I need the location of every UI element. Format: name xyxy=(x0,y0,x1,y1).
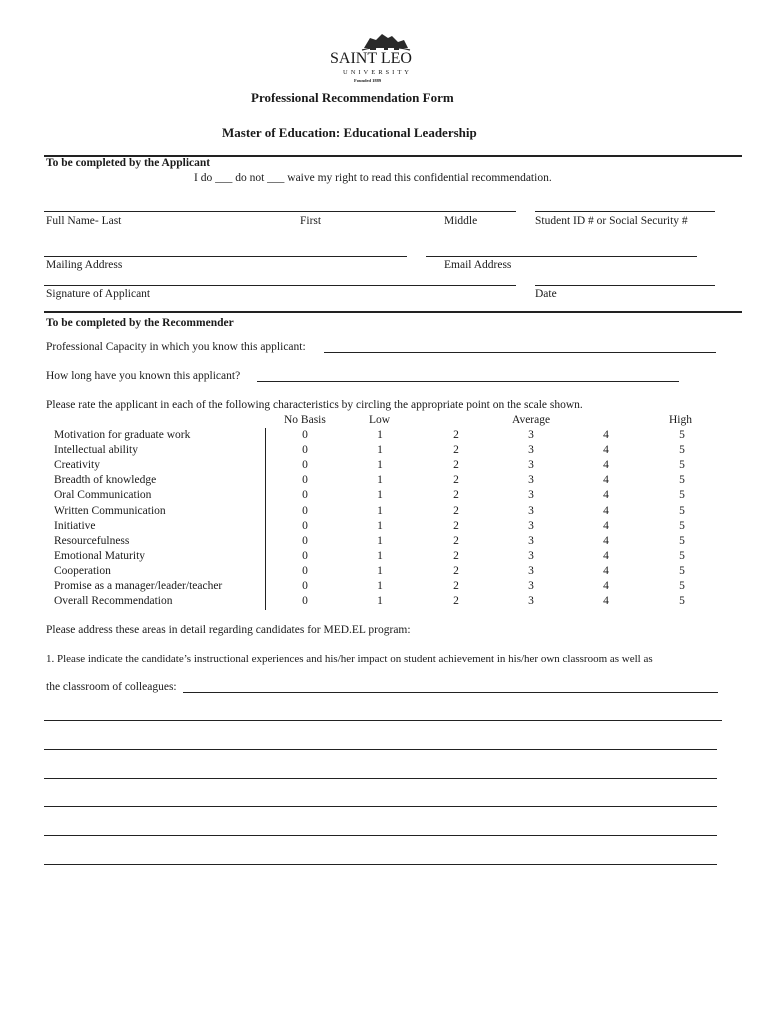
date-line[interactable] xyxy=(535,285,715,286)
name-line[interactable] xyxy=(44,211,516,212)
rating-option[interactable]: 5 xyxy=(679,595,685,607)
label-mailing-address: Mailing Address xyxy=(46,259,123,271)
characteristic-label: Promise as a manager/leader/teacher xyxy=(54,580,223,592)
logo-founded: Founded 1889 xyxy=(354,78,382,83)
rating-option[interactable]: 4 xyxy=(603,520,609,532)
characteristic-label: Overall Recommendation xyxy=(54,595,173,607)
rating-option[interactable]: 2 xyxy=(453,580,459,592)
rating-option[interactable]: 3 xyxy=(528,565,534,577)
characteristic-label: Intellectual ability xyxy=(54,444,138,456)
rating-option[interactable]: 3 xyxy=(528,429,534,441)
characteristic-label: Emotional Maturity xyxy=(54,550,146,562)
rating-option[interactable]: 2 xyxy=(453,459,459,471)
rating-option[interactable]: 2 xyxy=(453,489,459,501)
rating-option[interactable]: 1 xyxy=(377,505,383,517)
rating-option[interactable]: 4 xyxy=(603,459,609,471)
logo-name: SAINT LEO xyxy=(330,50,412,67)
rating-option[interactable]: 1 xyxy=(377,429,383,441)
characteristic-label: Creativity xyxy=(54,459,100,471)
rating-option[interactable]: 2 xyxy=(453,505,459,517)
scale-header-average: Average xyxy=(512,414,551,426)
logo-university: UNIVERSITY xyxy=(343,69,412,76)
how-long-question: How long have you known this applicant? xyxy=(46,370,241,382)
characteristic-label: Breadth of knowledge xyxy=(54,474,157,486)
rating-option[interactable]: 2 xyxy=(453,474,459,486)
rating-option[interactable]: 0 xyxy=(302,595,308,607)
rating-option[interactable]: 1 xyxy=(377,520,383,532)
answer-line-4[interactable] xyxy=(44,806,717,807)
rating-option[interactable]: 2 xyxy=(453,565,459,577)
rating-option[interactable]: 3 xyxy=(528,505,534,517)
rating-option[interactable]: 0 xyxy=(302,444,308,456)
address-areas-text: Please address these areas in detail regarding candidates for MED.EL program: xyxy=(46,624,411,636)
label-date: Date xyxy=(535,288,557,300)
rating-option[interactable]: 3 xyxy=(528,459,534,471)
answer-line-2[interactable] xyxy=(44,749,717,750)
rating-option[interactable]: 2 xyxy=(453,520,459,532)
rating-option[interactable]: 0 xyxy=(302,474,308,486)
rating-option[interactable]: 5 xyxy=(679,565,685,577)
rating-option[interactable]: 4 xyxy=(603,505,609,517)
rating-option[interactable]: 4 xyxy=(603,429,609,441)
rating-option[interactable]: 2 xyxy=(453,595,459,607)
form-subtitle: Master of Education: Educational Leadership xyxy=(222,125,477,140)
capacity-question: Professional Capacity in which you know this applicant: xyxy=(46,341,306,353)
rating-option[interactable]: 1 xyxy=(377,550,383,562)
waiver-text: I do ___ do not ___ waive my right to read this confidential recommendation. xyxy=(194,172,552,184)
rating-option[interactable]: 3 xyxy=(528,520,534,532)
rating-option[interactable]: 1 xyxy=(377,489,383,501)
rating-option[interactable]: 3 xyxy=(528,550,534,562)
rating-option[interactable]: 3 xyxy=(528,580,534,592)
rating-option[interactable]: 0 xyxy=(302,489,308,501)
capacity-answer-line[interactable] xyxy=(324,352,716,353)
rating-option[interactable]: 3 xyxy=(528,535,534,547)
rating-option[interactable]: 2 xyxy=(453,444,459,456)
characteristic-label: Resourcefulness xyxy=(54,535,130,547)
label-email-address: Email Address xyxy=(444,259,512,271)
signature-line[interactable] xyxy=(44,285,516,286)
rating-option[interactable]: 5 xyxy=(679,459,685,471)
student-id-line[interactable] xyxy=(535,211,715,212)
scale-header-high: High xyxy=(669,414,692,426)
rating-option[interactable]: 3 xyxy=(528,489,534,501)
rating-option[interactable]: 1 xyxy=(377,459,383,471)
rating-option[interactable]: 5 xyxy=(679,444,685,456)
recommender-heading: To be completed by the Recommender xyxy=(46,317,234,329)
rating-option[interactable]: 0 xyxy=(302,550,308,562)
rating-option[interactable]: 1 xyxy=(377,565,383,577)
rating-option[interactable]: 5 xyxy=(679,429,685,441)
characteristic-label: Initiative xyxy=(54,520,96,532)
rating-option[interactable]: 5 xyxy=(679,550,685,562)
characteristic-label: Written Communication xyxy=(54,505,166,517)
section-divider-2 xyxy=(44,311,742,313)
rating-option[interactable]: 0 xyxy=(302,520,308,532)
characteristic-label: Motivation for graduate work xyxy=(54,429,191,441)
rating-option[interactable]: 0 xyxy=(302,535,308,547)
rating-option[interactable]: 4 xyxy=(603,550,609,562)
rating-option[interactable]: 5 xyxy=(679,520,685,532)
rating-option[interactable]: 1 xyxy=(377,474,383,486)
label-middle: Middle xyxy=(444,215,478,227)
answer-line-0[interactable] xyxy=(183,692,718,693)
label-first: First xyxy=(300,215,322,227)
form-title: Professional Recommendation Form xyxy=(251,90,454,105)
rating-option[interactable]: 4 xyxy=(603,565,609,577)
rating-option[interactable]: 1 xyxy=(377,595,383,607)
rating-option[interactable]: 0 xyxy=(302,505,308,517)
answer-line-3[interactable] xyxy=(44,778,717,779)
rating-option[interactable]: 4 xyxy=(603,580,609,592)
answer-line-5[interactable] xyxy=(44,835,717,836)
scale-header-low: Low xyxy=(369,414,391,426)
rating-option[interactable]: 5 xyxy=(679,580,685,592)
rating-option[interactable]: 0 xyxy=(302,429,308,441)
rate-instruction: Please rate the applicant in each of the following characteristics by circling the appropriate point on the scale shown. xyxy=(46,399,583,411)
how-long-answer-line[interactable] xyxy=(257,381,679,382)
label-signature: Signature of Applicant xyxy=(46,288,151,300)
rating-option[interactable]: 0 xyxy=(302,580,308,592)
scale-header-no-basis: No Basis xyxy=(284,414,326,426)
rating-option[interactable]: 4 xyxy=(603,595,609,607)
characteristic-label: Cooperation xyxy=(54,565,111,577)
rating-option[interactable]: 1 xyxy=(377,444,383,456)
rating-option[interactable]: 4 xyxy=(603,535,609,547)
rating-option[interactable]: 2 xyxy=(453,550,459,562)
rating-option[interactable]: 5 xyxy=(679,474,685,486)
rating-separator xyxy=(265,428,266,610)
label-full-name-last: Full Name- Last xyxy=(46,215,122,227)
rating-option[interactable]: 3 xyxy=(528,474,534,486)
rating-option[interactable]: 4 xyxy=(603,444,609,456)
email-address-line[interactable] xyxy=(426,256,697,257)
rating-option[interactable]: 5 xyxy=(679,489,685,501)
question-1-line-2: the classroom of colleagues: xyxy=(46,681,177,693)
rating-option[interactable]: 1 xyxy=(377,580,383,592)
rating-option[interactable]: 5 xyxy=(679,505,685,517)
rating-option[interactable]: 4 xyxy=(603,489,609,501)
rating-option[interactable]: 0 xyxy=(302,565,308,577)
rating-option[interactable]: 0 xyxy=(302,459,308,471)
rating-option[interactable]: 4 xyxy=(603,474,609,486)
label-student-id: Student ID # or Social Security # xyxy=(535,215,688,227)
question-1-line-1: 1. Please indicate the candidate’s instructional experiences and his/her impact on student achievement in his/her own classroom as well as xyxy=(46,653,653,665)
mailing-address-line[interactable] xyxy=(44,256,407,257)
rating-option[interactable]: 3 xyxy=(528,444,534,456)
rating-option[interactable]: 2 xyxy=(453,429,459,441)
answer-line-6[interactable] xyxy=(44,864,717,865)
rating-option[interactable]: 5 xyxy=(679,535,685,547)
characteristic-label: Oral Communication xyxy=(54,489,152,501)
applicant-heading: To be completed by the Applicant xyxy=(46,157,211,169)
answer-line-1[interactable] xyxy=(44,720,722,721)
rating-option[interactable]: 2 xyxy=(453,535,459,547)
rating-option[interactable]: 1 xyxy=(377,535,383,547)
rating-option[interactable]: 3 xyxy=(528,595,534,607)
